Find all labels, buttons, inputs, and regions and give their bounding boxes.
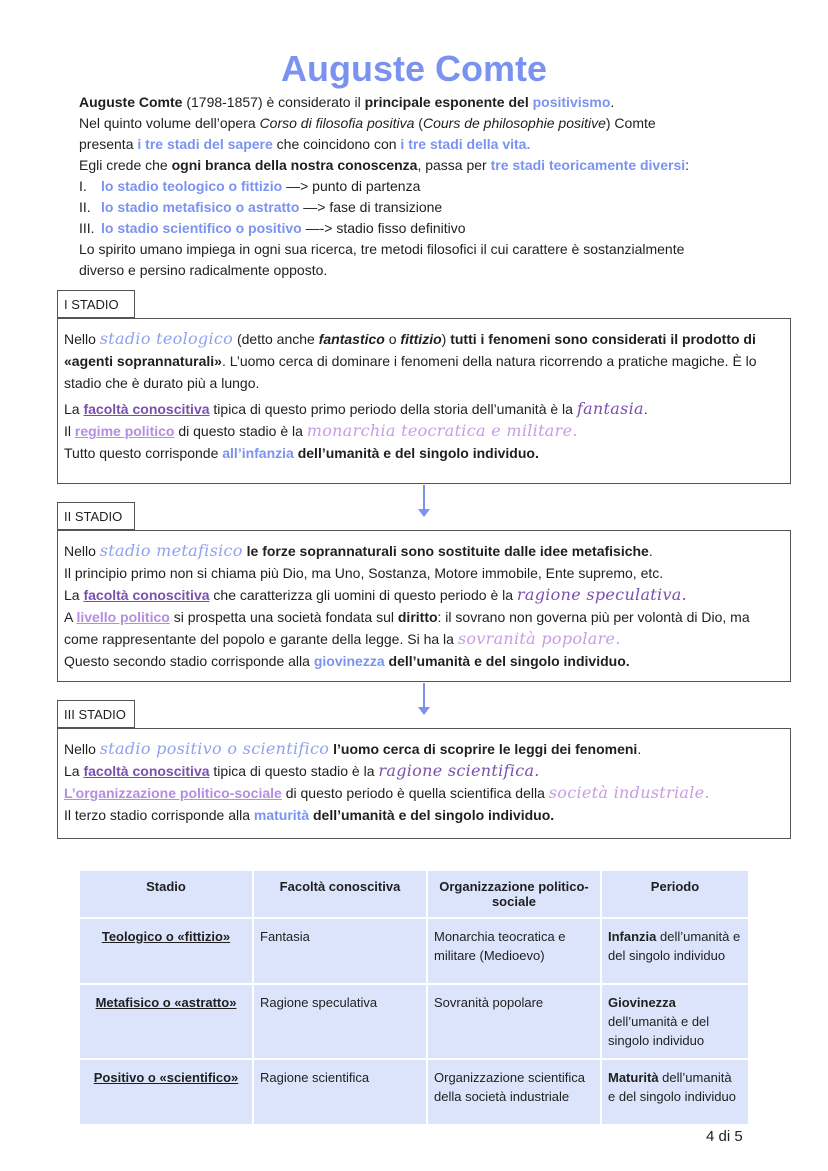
table-cell: Organizzazione scientifica della società industriale (428, 1060, 600, 1124)
intro-line: Lo spirito umano impiega in ogni sua ricerca, tre metodi filosofici il cui carattere è sostanzialmente (79, 241, 685, 257)
table-row (80, 919, 748, 983)
column-header: Stadio (80, 871, 252, 917)
stage-1-paragraph: Nello stadio teologico (detto anche fantastico o fittizio) tutti i fenomeni sono considerati il prodotto di «agenti soprannaturali». L’uomo cerca di dominare i fenomeni della natura ricorrendo a pratiche magiche. È lo stadio che è durato più a lungo. (64, 329, 757, 391)
stage-2-paragraph: Nello stadio metafisico le forze soprannaturali sono sostituite dalle idee metafisiche. (64, 541, 653, 560)
stage-3-label: III STADIO (57, 700, 135, 728)
page-number: 4 di 5 (706, 1128, 743, 1145)
intro-line: presenta i tre stadi del sapere che coincidono con i tre stadi della vita. (79, 136, 531, 152)
column-header: Facoltà conoscitiva (254, 871, 426, 917)
summary-table (78, 869, 750, 1126)
intro-line: Nel quinto volume dell’opera Corso di filosofia positiva (Cours de philosophie positive) Comte (79, 115, 656, 131)
stage-2-label: II STADIO (57, 502, 135, 530)
table-cell: Ragione scientifica (254, 1060, 426, 1124)
intro-line: diverso e persino radicalmente opposto. (79, 262, 328, 278)
intro-line: Egli crede che ogni branca della nostra conoscenza, passa per tre stadi teoricamente diversi: (79, 157, 690, 173)
list-item: II. lo stadio metafisico o astratto —> fase di transizione (79, 199, 443, 215)
down-arrow-icon (423, 683, 425, 709)
intro-section (79, 92, 759, 281)
table-header-row (80, 871, 748, 917)
stage-3-paragraph: Nello stadio positivo o scientifico l’uomo cerca di scoprire le leggi dei fenomeni. (64, 739, 642, 758)
table-cell: Fantasia (254, 919, 426, 983)
stage-1-faculty: La facoltà conoscitiva tipica di questo primo periodo della storia dell’umanità è la fantasia. (64, 399, 648, 418)
stage-1-regime: Il regime politico di questo stadio è la monarchia teocratica e militare. (64, 421, 578, 440)
stage-2-faculty: La facoltà conoscitiva che caratterizza gli uomini di questo periodo è la ragione speculativa. (64, 585, 688, 604)
stage-2-box (57, 530, 791, 682)
down-arrow-icon (423, 485, 425, 511)
column-header: Periodo (602, 871, 748, 917)
stage-2-politics: A livello politico si prospetta una società fondata sul diritto: il sovrano non governa più per volontà di Dio, ma come rappresentante del popolo e garante della legge. Si ha la sovranità popolare. (64, 609, 750, 648)
table-cell: Metafisico o «astratto» (80, 985, 252, 1058)
table-cell: Infanzia dell’umanità e del singolo individuo (602, 919, 748, 983)
stage-2-principle: Il principio primo non si chiama più Dio, ma Uno, Sostanza, Motore immobile, Ente supremo, etc. (64, 565, 664, 581)
table-cell: Maturità dell’umanità e del singolo individuo (602, 1060, 748, 1124)
stage-3-period: Il terzo stadio corrisponde alla maturità dell’umanità e del singolo individuo. (64, 807, 555, 823)
stage-1-box (57, 318, 791, 484)
table-cell: Ragione speculativa (254, 985, 426, 1058)
list-item: I. lo stadio teologico o fittizio —> punto di partenza (79, 178, 421, 194)
table-row (80, 985, 748, 1058)
page-title: Auguste Comte (280, 48, 547, 89)
stage-3-box (57, 728, 791, 839)
stage-3-faculty: La facoltà conoscitiva tipica di questo stadio è la ragione scientifica. (64, 761, 540, 780)
table-cell: Monarchia teocratica e militare (Medioevo) (428, 919, 600, 983)
intro-line: Auguste Comte (1798-1857) è considerato il principale esponente del positivismo. (79, 94, 615, 110)
stage-1-label: I STADIO (57, 290, 135, 318)
table-cell: Teologico o «fittizio» (80, 919, 252, 983)
stage-3-organization: L’organizzazione politico-sociale di questo periodo è quella scientifica della società industriale. (64, 783, 710, 802)
table-cell: Positivo o «scientifico» (80, 1060, 252, 1124)
table-cell: Giovinezza dell’umanità e del singolo individuo (602, 985, 748, 1058)
table-cell: Sovranità popolare (428, 985, 600, 1058)
stage-2-period: Questo secondo stadio corrisponde alla giovinezza dell’umanità e del singolo individuo. (64, 653, 630, 669)
table-row (80, 1060, 748, 1124)
list-item: III. lo stadio scientifico o positivo —-> stadio fisso definitivo (79, 220, 466, 236)
column-header: Organizzazione politico-sociale (428, 871, 600, 917)
stage-1-period: Tutto questo corrisponde all’infanzia dell’umanità e del singolo individuo. (64, 445, 539, 461)
